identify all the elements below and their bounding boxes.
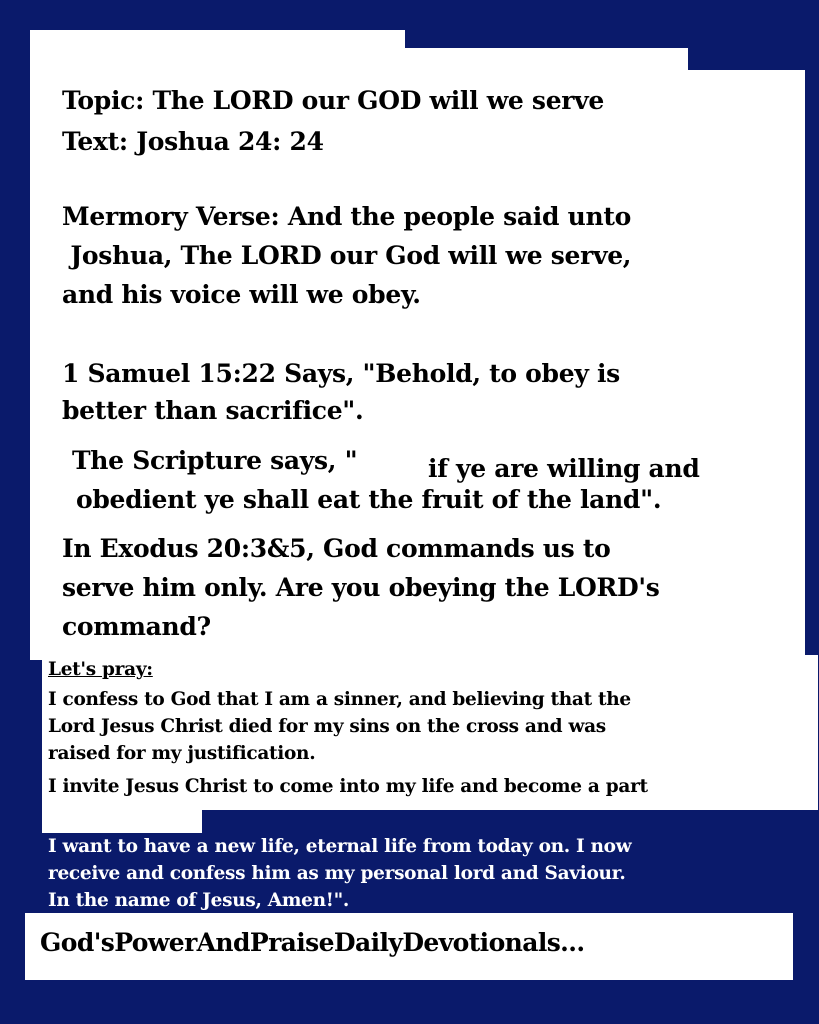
prayer-line-1: I confess to God that I am a sinner, and believing that the: [48, 689, 631, 710]
exodus-line-3: command?: [62, 612, 211, 641]
scripture-line-1b: if ye are willing and: [428, 454, 700, 483]
memory-verse-line-1: Mermory Verse: And the people said unto: [62, 202, 631, 231]
exodus-line-1: In Exodus 20:3&5, God commands us to: [62, 534, 611, 563]
samuel-line-2: better than sacrifice".: [62, 396, 364, 425]
prayer-line-4: I invite Jesus Christ to come into my life and become a part: [48, 776, 648, 797]
prayer-line-5: of it.: [48, 804, 95, 825]
footer-brand-text: God'sPowerAndPraiseDailyDevotionals...: [40, 928, 585, 957]
prayer-line-3: raised for my justification.: [48, 743, 316, 764]
content-panel-top: [30, 30, 405, 50]
prayer-line-2: Lord Jesus Christ died for my sins on the cross and was: [48, 716, 606, 737]
scripture-line-2: obedient ye shall eat the fruit of the land".: [76, 485, 662, 514]
exodus-line-2: serve him only. Are you obeying the LORD's: [62, 573, 660, 602]
prayer-line-6: I want to have a new life, eternal life from today on. I now: [48, 836, 632, 857]
prayer-line-7: receive and confess him as my personal lord and Saviour.: [48, 863, 626, 884]
scripture-line-1a: The Scripture says, ": [72, 446, 358, 475]
memory-verse-line-3: and his voice will we obey.: [62, 280, 421, 309]
text-reference: Text: Joshua 24: 24: [62, 127, 324, 156]
prayer-line-8: In the name of Jesus, Amen!".: [48, 890, 350, 911]
samuel-line-1: 1 Samuel 15:22 Says, "Behold, to obey is: [62, 359, 620, 388]
memory-verse-line-2: Joshua, The LORD our God will we serve,: [62, 241, 632, 270]
topic-line: Topic: The LORD our GOD will we serve: [62, 86, 605, 115]
prayer-heading: Let's pray:: [48, 659, 153, 680]
